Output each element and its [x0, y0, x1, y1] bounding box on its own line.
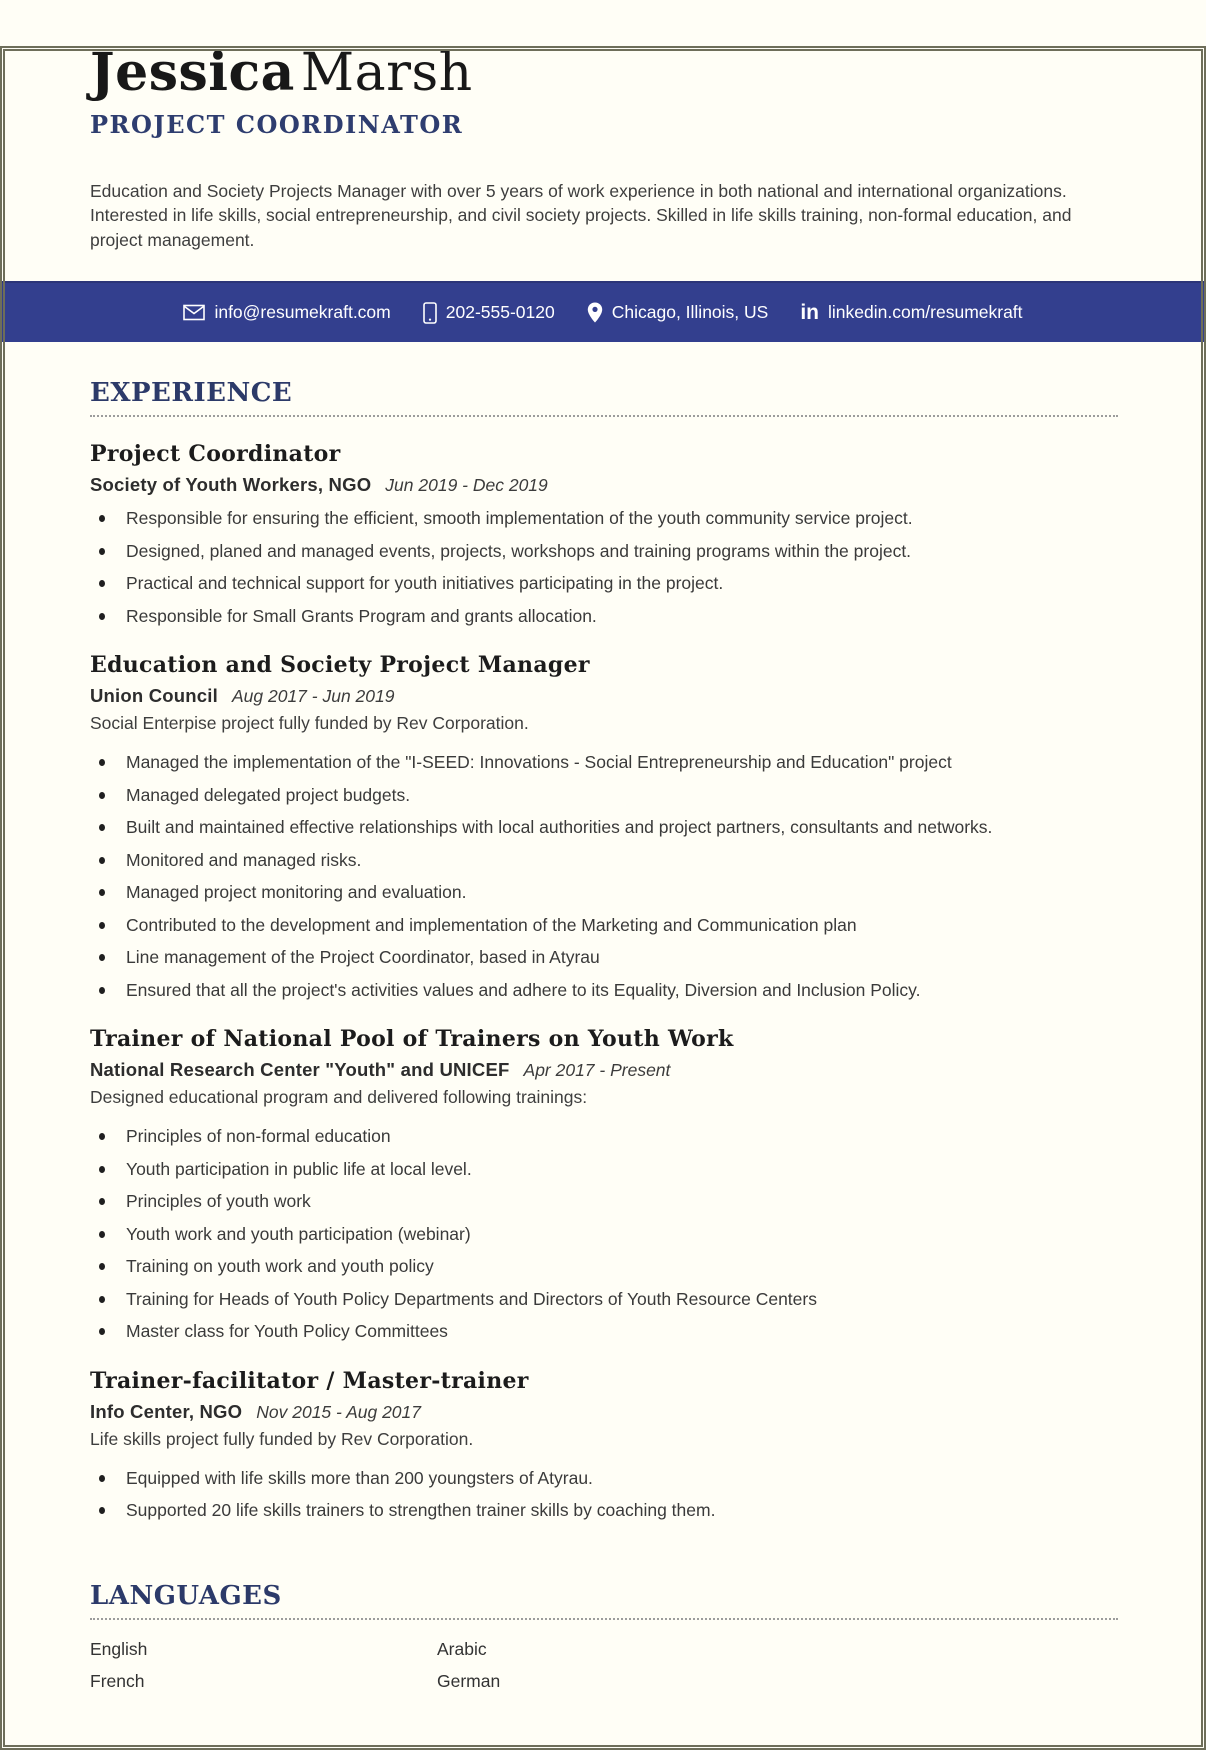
- bullet-item: Training for Heads of Youth Policy Departments and Directors of Youth Resource Centers: [90, 1287, 1118, 1312]
- bullet-item: Managed delegated project budgets.: [90, 783, 1118, 808]
- job-bullet-list: [90, 1124, 1118, 1344]
- job-note: Life skills project fully funded by Rev Corporation.: [90, 1428, 474, 1449]
- bullet-item: Master class for Youth Policy Committees: [90, 1319, 1118, 1344]
- job-dates: Aug 2017 - Jun 2019: [231, 686, 395, 707]
- bullet-item: Monitored and managed risks.: [90, 848, 1118, 873]
- job-dates: Jun 2019 - Dec 2019: [385, 475, 548, 496]
- bullet-item: Youth participation in public life at local level.: [90, 1157, 1118, 1182]
- envelope-icon: [183, 304, 205, 321]
- bullet-item: Principles of youth work: [90, 1189, 1118, 1214]
- bullet-item: Practical and technical support for youth initiatives participating in the project.: [90, 571, 1118, 596]
- resume-header: [0, 42, 1206, 252]
- job-dates: Nov 2015 - Aug 2017: [256, 1401, 421, 1422]
- job-bullet-list: [90, 506, 1118, 628]
- bullet-item: Designed, planed and managed events, projects, workshops and training programs within the project.: [90, 539, 1118, 564]
- bullet-item: Responsible for ensuring the efficient, smooth implementation of the youth community service project.: [90, 506, 1118, 531]
- contact-linkedin: [800, 302, 1022, 323]
- bullet-item: Youth work and youth participation (webinar): [90, 1222, 1118, 1247]
- person-name: [90, 42, 1118, 103]
- job-role-title: Trainer of National Pool of Trainers on Youth Work: [90, 1026, 734, 1053]
- bullet-item: Managed project monitoring and evaluation.: [90, 880, 1118, 905]
- job-meta-line: [90, 685, 1118, 707]
- job-role-title: Trainer-facilitator / Master-trainer: [90, 1367, 529, 1394]
- profile-summary: Education and Society Projects Manager with over 5 years of work experience in both national and international organizations. Interested in life skills, social entrepreneurship, and civil society projects. Skilled in life skills training, non-formal education, and project management.: [90, 180, 1072, 250]
- language-item: English: [90, 1638, 148, 1659]
- job-role-title: Project Coordinator: [90, 441, 341, 468]
- bullet-item: Line management of the Project Coordinator, based in Atyrau: [90, 945, 1118, 970]
- resume-body: [0, 378, 1206, 1694]
- job-bullet-list: [90, 1466, 1118, 1523]
- bullet-item: Supported 20 life skills trainers to strengthen trainer skills by coaching them.: [90, 1498, 1118, 1523]
- bullet-item: Equipped with life skills more than 200 youngsters of Atyrau.: [90, 1466, 1118, 1491]
- bullet-item: Principles of non-formal education: [90, 1124, 1118, 1149]
- job-meta-line: [90, 474, 1118, 496]
- languages-section-heading: LANGUAGES: [90, 1580, 282, 1611]
- job-meta-line: [90, 1059, 1118, 1081]
- job-meta-line: [90, 1401, 1118, 1423]
- bullet-item: Contributed to the development and implementation of the Marketing and Communication plan: [90, 913, 1118, 938]
- job-bullet-list: [90, 750, 1118, 1002]
- job-company: Union Council: [90, 685, 218, 707]
- linkedin-icon: in: [800, 301, 820, 325]
- job-company: Society of Youth Workers, NGO: [90, 474, 372, 496]
- section-divider: [90, 415, 1118, 417]
- job-role-title: Education and Society Project Manager: [90, 652, 590, 679]
- contact-location: [587, 302, 769, 323]
- mobile-phone-icon: [423, 302, 437, 324]
- job-company: Info Center, NGO: [90, 1400, 243, 1422]
- header-job-title: PROJECT COORDINATOR: [90, 109, 464, 139]
- job-note: Designed educational program and delivered following trainings:: [90, 1087, 588, 1108]
- bullet-item: Ensured that all the project's activities values and adhere to its Equality, Diversion and Inclusion Policy.: [90, 978, 1118, 1003]
- contact-phone: [423, 302, 555, 324]
- language-item: Arabic: [437, 1638, 487, 1659]
- languages-column-2: [437, 1636, 500, 1694]
- languages-column-1: [90, 1636, 437, 1694]
- job-entry: [90, 1368, 1118, 1523]
- contact-bar: [0, 281, 1206, 342]
- section-divider: [90, 1618, 1118, 1620]
- last-name: Marsh: [300, 43, 473, 103]
- first-name: Jessica: [90, 42, 295, 103]
- language-item: French: [90, 1670, 145, 1691]
- bullet-item: Responsible for Small Grants Program and grants allocation.: [90, 604, 1118, 629]
- contact-location-label: Chicago, Illinois, US: [611, 302, 769, 323]
- contact-email: [183, 302, 390, 323]
- contact-email-label: info@resumekraft.com: [214, 302, 391, 323]
- job-company: National Research Center "Youth" and UNICEF: [90, 1059, 510, 1081]
- job-entry: [90, 1026, 1118, 1344]
- job-note: Social Enterpise project fully funded by Rev Corporation.: [90, 713, 529, 734]
- bullet-item: Training on youth work and youth policy: [90, 1254, 1118, 1279]
- languages-grid: [90, 1636, 1118, 1694]
- contact-linkedin-label: linkedin.com/resumekraft: [828, 302, 1023, 323]
- bullet-item: Built and maintained effective relationships with local authorities and project partners, consultants and networks.: [90, 815, 1118, 840]
- map-pin-icon: [587, 302, 603, 323]
- contact-phone-label: 202-555-0120: [445, 302, 555, 323]
- bullet-item: Managed the implementation of the "I-SEED: Innovations - Social Entrepreneurship and Education" project: [90, 750, 1118, 775]
- job-entry: [90, 441, 1118, 628]
- language-item: German: [437, 1670, 501, 1691]
- experience-section-heading: EXPERIENCE: [90, 378, 293, 409]
- job-entry: [90, 652, 1118, 1002]
- job-dates: Apr 2017 - Present: [523, 1060, 671, 1081]
